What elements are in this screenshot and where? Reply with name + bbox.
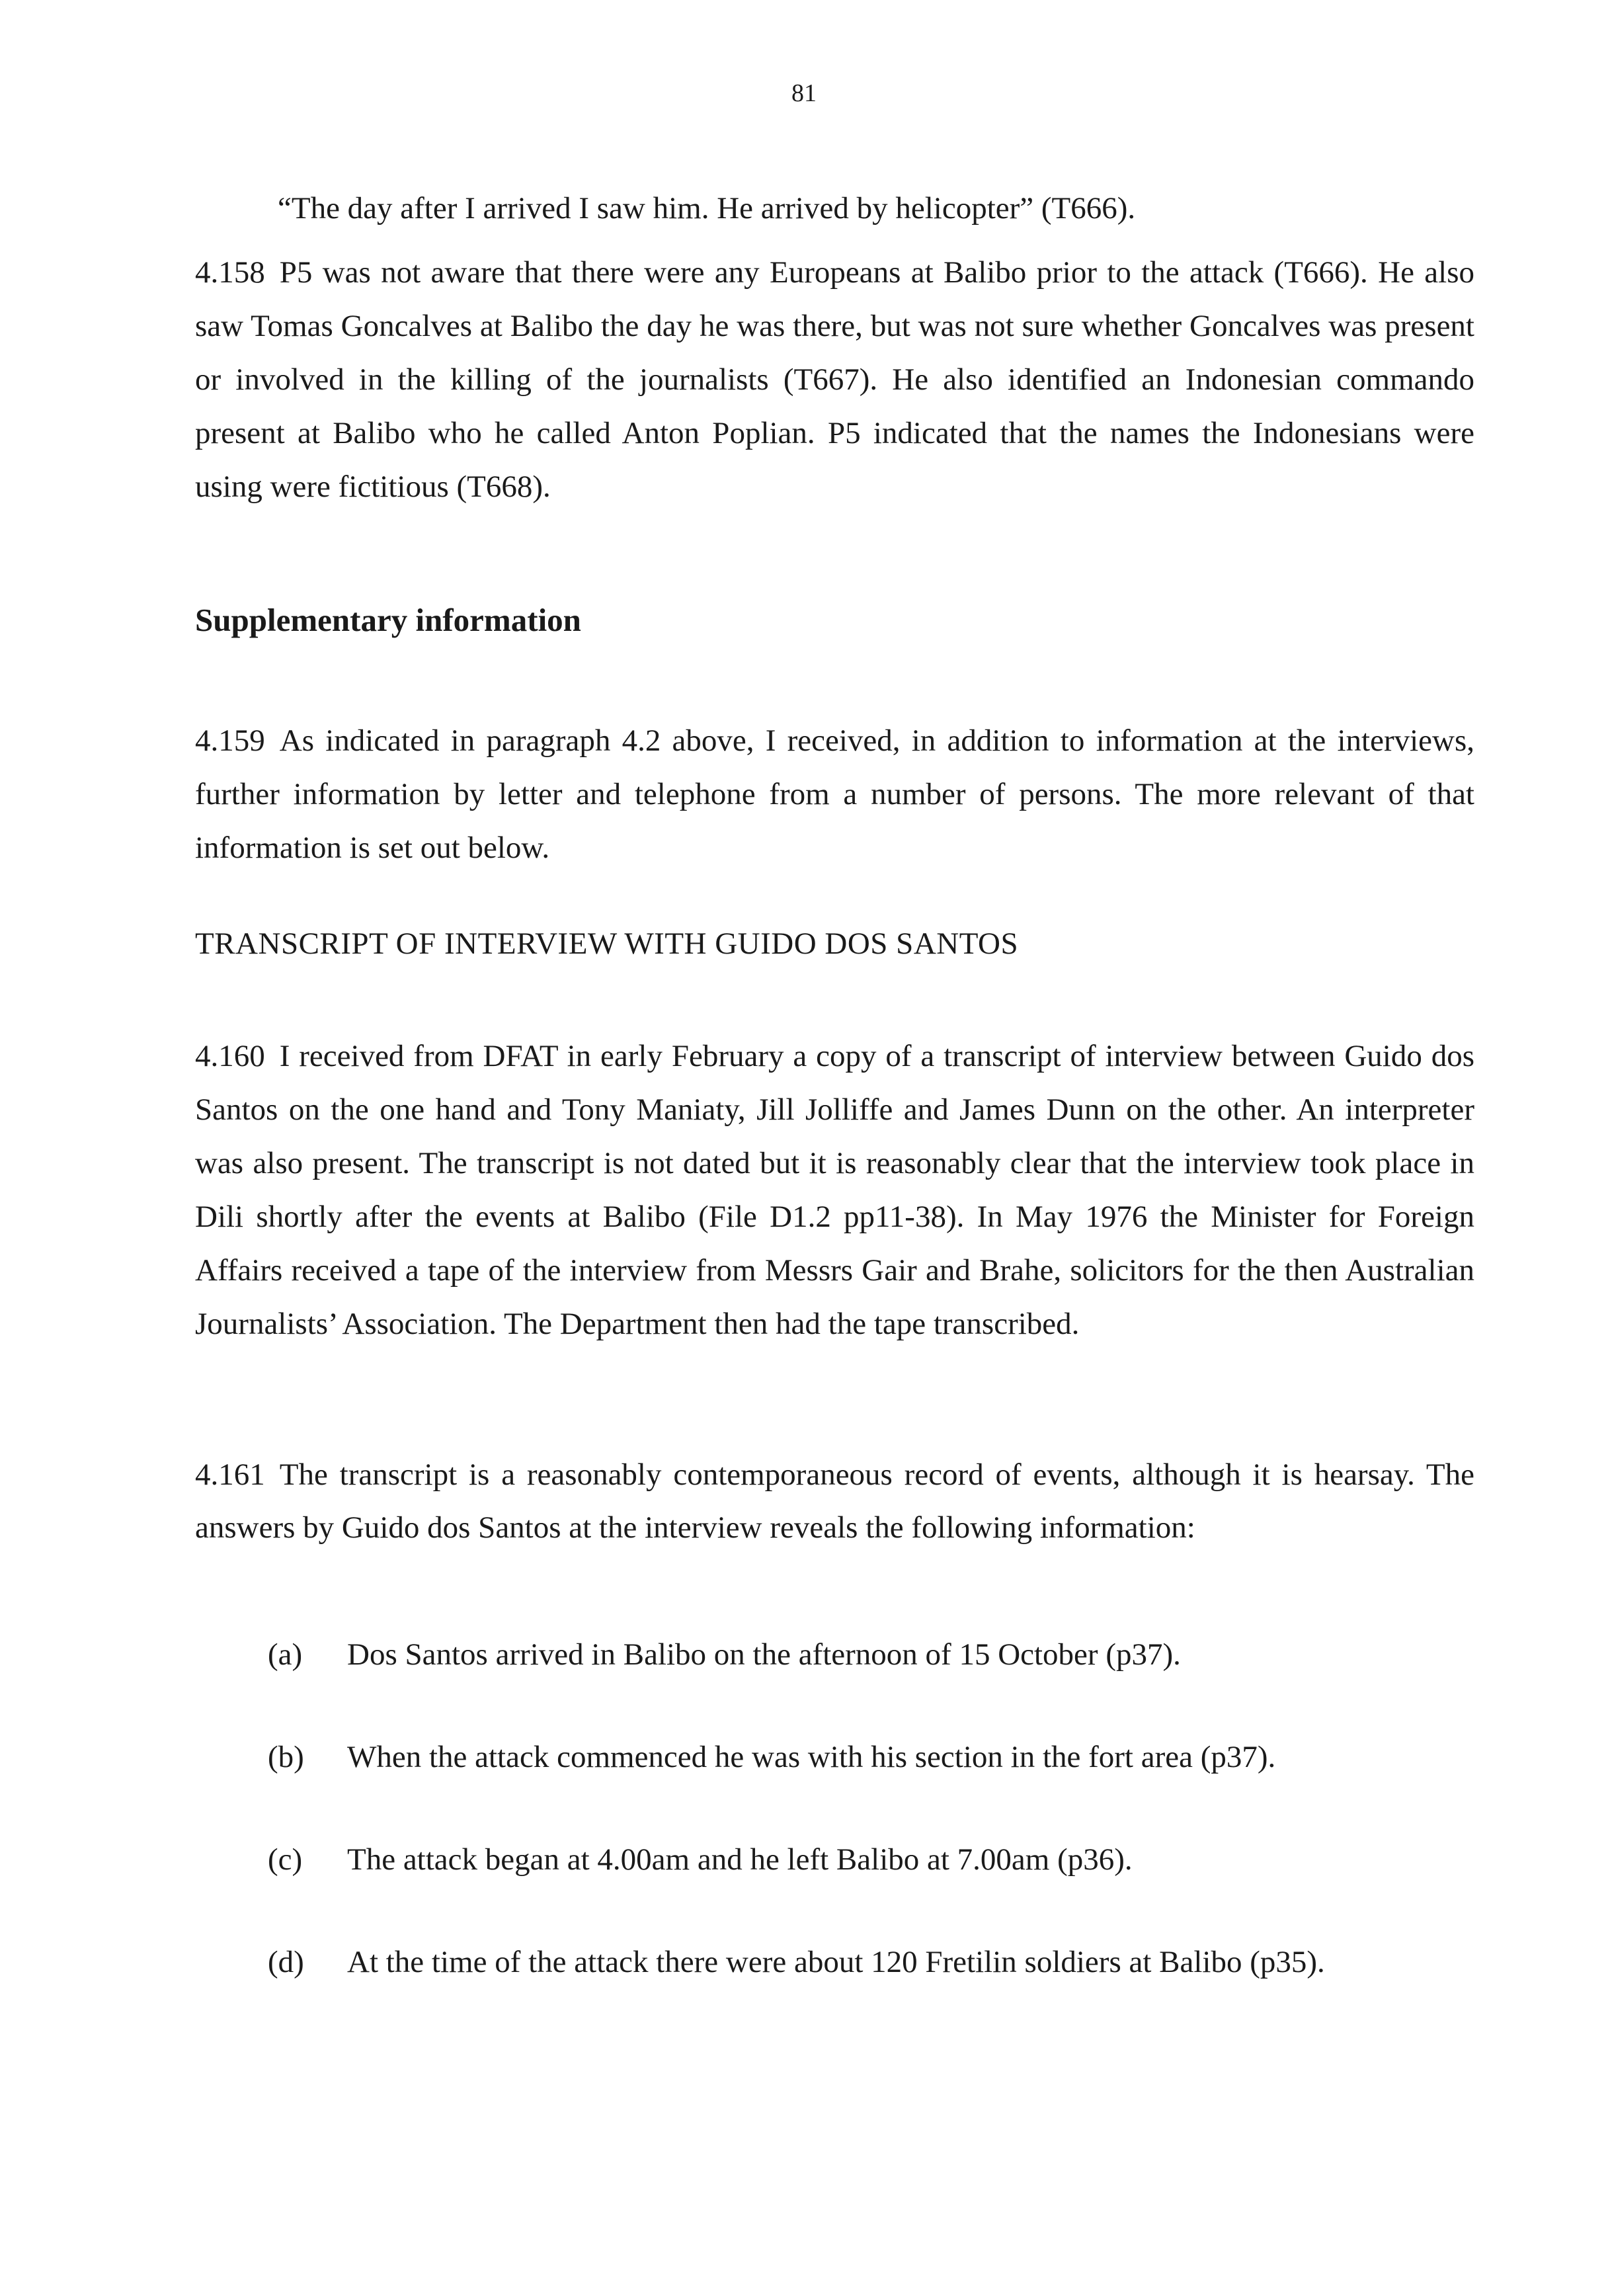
paragraph-4-159 bbox=[195, 714, 1474, 875]
section-heading: Supplementary information bbox=[195, 602, 581, 638]
list-item-text: When the attack commenced he was with his section in the fort area (p37). bbox=[347, 1740, 1276, 1774]
page-number: 81 bbox=[791, 79, 817, 107]
list-item-label: (d) bbox=[268, 1945, 304, 1979]
list-item-text: At the time of the attack there were about 120 Fretilin soldiers at Balibo (p35). bbox=[347, 1945, 1325, 1979]
paragraph-text: P5 was not aware that there were any Europeans at Balibo prior to the attack (T666). He also saw Tomas Goncalves at Balibo the day he was there, but was not sure whether Goncalves was present or involved in the killing of the journalists (T667). He also identified an Indonesian commando present at Balibo who he called Anton Poplian. P5 indicated that the names the Indonesians were using were fictitious (T668). bbox=[195, 255, 1474, 504]
paragraph-4-161 bbox=[195, 1448, 1474, 1554]
paragraph-number: 4.160 bbox=[195, 1039, 265, 1073]
paragraph-text: The transcript is a reasonably contemporaneous record of events, although it is hearsay. The answers by Guido dos Santos at the interview reveals the following information: bbox=[195, 1457, 1474, 1545]
list-item-label: (c) bbox=[268, 1842, 303, 1877]
paragraph-4-158 bbox=[195, 246, 1474, 514]
paragraph-text: As indicated in paragraph 4.2 above, I received, in addition to information at the interviews, further information by letter and telephone from a number of persons. The more relevant of that information is set out below. bbox=[195, 723, 1474, 865]
quote-text: “The day after I arrived I saw him. He arrived by helicopter” (T666). bbox=[278, 191, 1136, 226]
list-item-text: Dos Santos arrived in Balibo on the afternoon of 15 October (p37). bbox=[347, 1637, 1181, 1672]
paragraph-text: I received from DFAT in early February a copy of a transcript of interview between Guido dos Santos on the one hand and Tony Maniaty, Jill Jolliffe and James Dunn on the other. An interpreter was also present. The transcript is not dated but it is reasonably clear that the interview took place in Dili shortly after the events at Balibo (File D1.2 pp11-38). In May 1976 the Minister for Foreign Affairs received a tape of the interview from Messrs Gair and Brahe, solicitors for the then Australian Journalists’ Association. The Department then had the tape transcribed. bbox=[195, 1039, 1474, 1341]
paragraph-number: 4.161 bbox=[195, 1457, 265, 1492]
subheading: TRANSCRIPT OF INTERVIEW WITH GUIDO DOS SANTOS bbox=[195, 926, 1019, 961]
list-item-label: (b) bbox=[268, 1740, 304, 1774]
list-item-text: The attack began at 4.00am and he left Balibo at 7.00am (p36). bbox=[347, 1842, 1133, 1877]
paragraph-number: 4.159 bbox=[195, 723, 265, 758]
list-item-label: (a) bbox=[268, 1637, 303, 1672]
paragraph-number: 4.158 bbox=[195, 255, 265, 290]
paragraph-4-160 bbox=[195, 1030, 1474, 1351]
